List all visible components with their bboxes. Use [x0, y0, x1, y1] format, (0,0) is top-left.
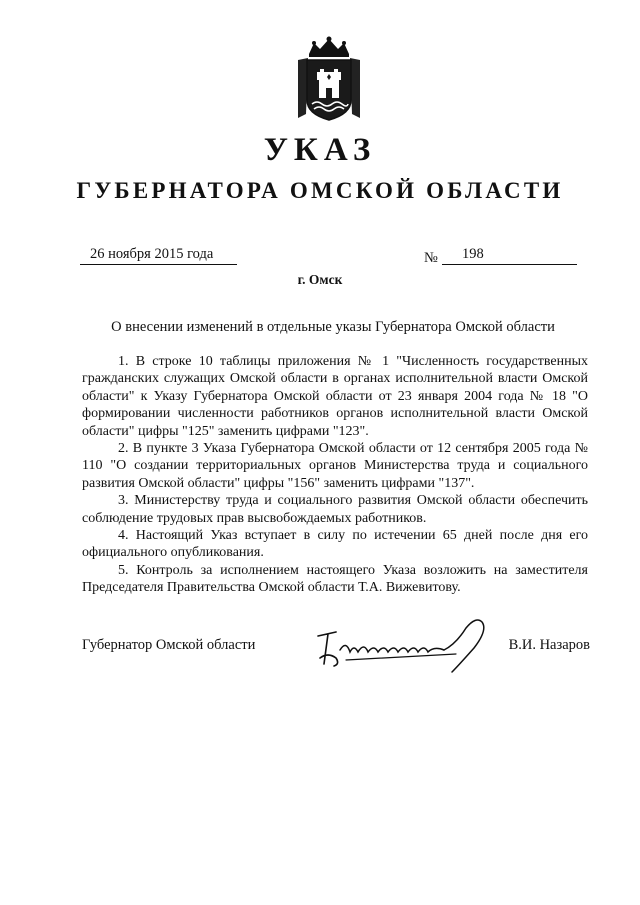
paragraph: 2. В пункте 3 Указа Губернатора Омской области от 12 сентября 2005 года № 110 "О создании территориальных органов Министерства труда и социального развития Омской области" цифры "156" заменить цифрами "137". — [82, 441, 588, 491]
decree-date: 26 ноября 2015 года — [90, 246, 214, 262]
document-title: УКАЗ — [263, 132, 377, 168]
paragraph: 5. Контроль за исполнением настоящего Указа возложить на заместителя Председателя Правительства Омской области Т.А. Вижевитову. — [82, 562, 588, 596]
signatory-position: Губернатор Омской области — [82, 637, 256, 653]
date-field — [80, 246, 237, 265]
signatory-name: В.И. Назаров — [508, 637, 590, 653]
paragraph: 3. Министерству труда и социального развития Омской области обеспечить соблюдение трудовых прав высвобождаемых работников. — [82, 493, 588, 526]
city: г. Омск — [297, 272, 343, 287]
paragraph: 1. В строке 10 таблицы приложения № 1 "Численность государственных гражданских служащих Омской области в органах исполнительной власти Омской области" к Указу Губернатора Омской области от 23 января 2004 года № 18 "О формировании численности работников органов исполнительной власти Омской области" цифры "125" заменить цифрами "123". — [82, 354, 588, 439]
decree-body — [82, 353, 588, 597]
decree-number: 198 — [462, 246, 484, 262]
number-label: № — [424, 250, 438, 266]
coat-of-arms-icon — [292, 34, 366, 122]
subject-heading: О внесении изменений в отдельные указы Губернатора Омской области — [111, 319, 555, 335]
paragraph: 4. Настоящий Указ вступает в силу по истечении 65 дней после дня его официального опубликования. — [82, 528, 588, 561]
signature-icon — [306, 614, 496, 674]
document-subtitle: ГУБЕРНАТОРА ОМСКОЙ ОБЛАСТИ — [76, 178, 564, 203]
number-field — [442, 246, 577, 265]
